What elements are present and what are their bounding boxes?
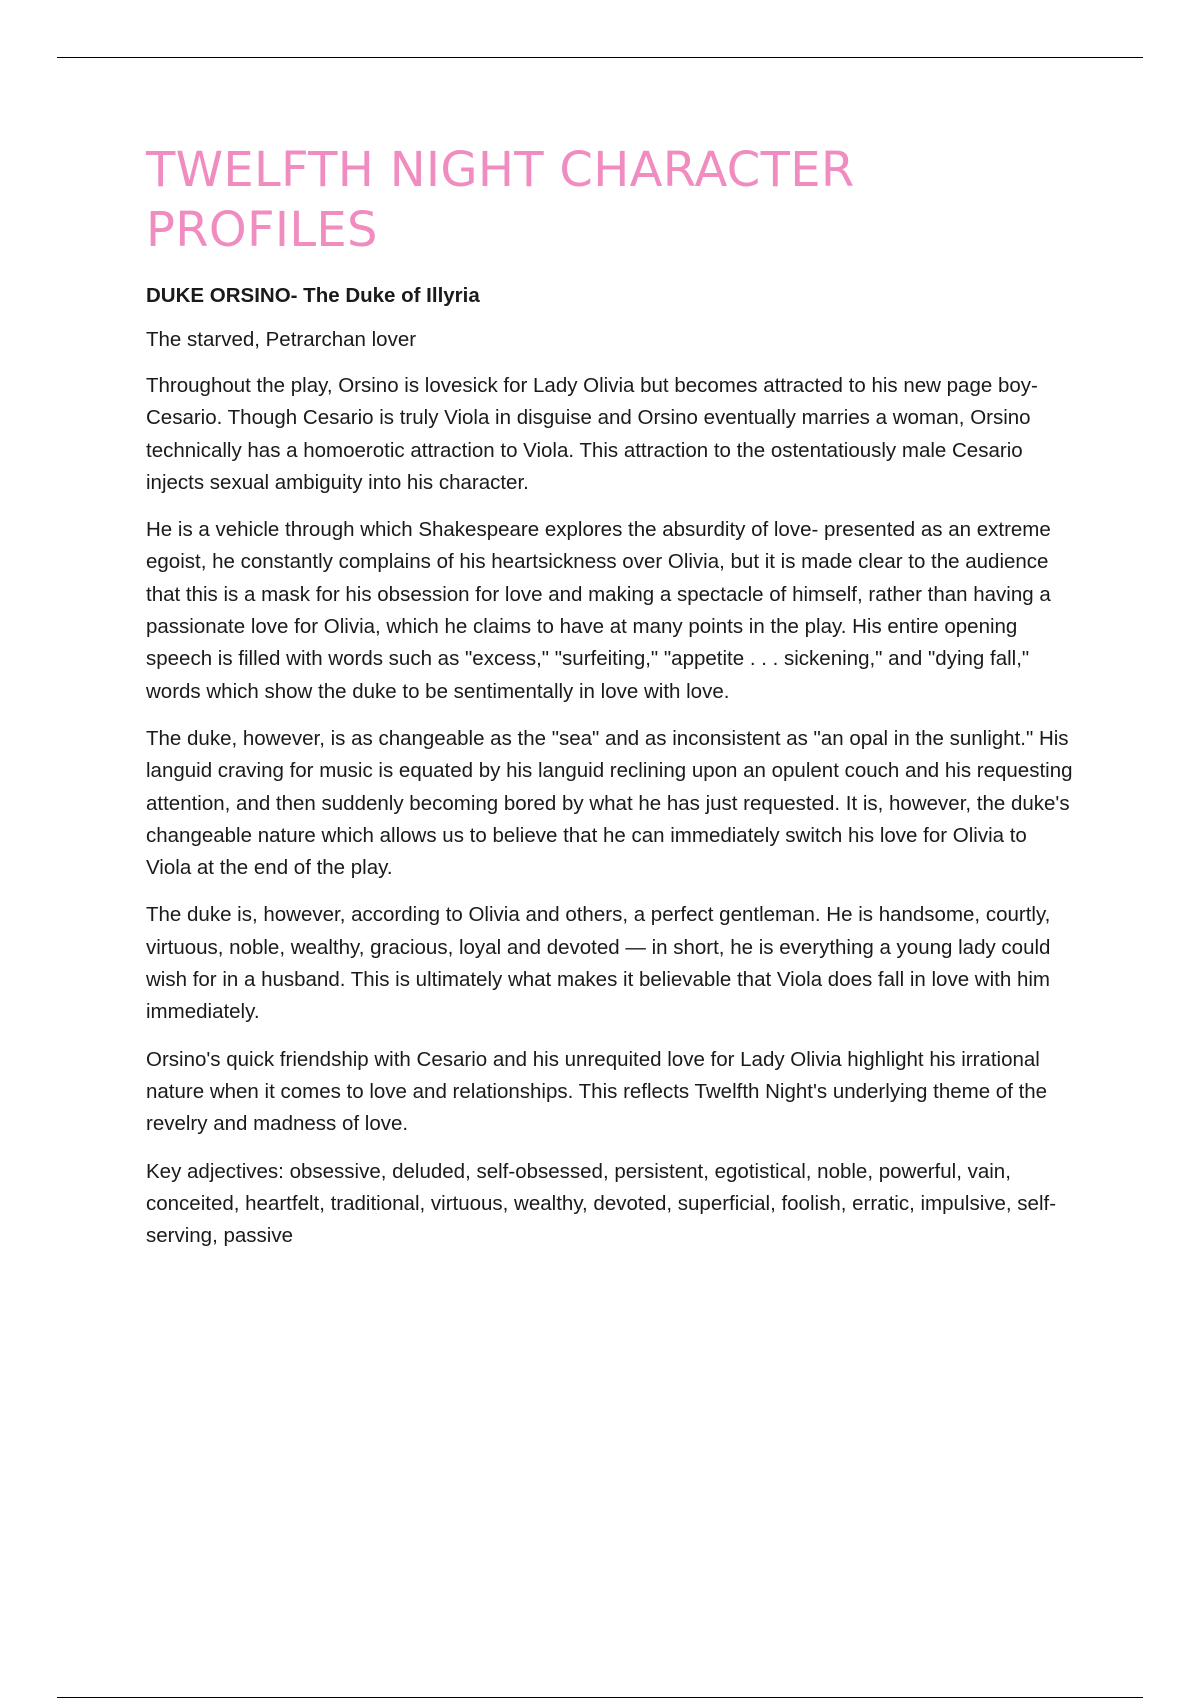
paragraph-irrational-nature: Orsino's quick friendship with Cesario and his unrequited love for Lady Olivia highlight his irrational nature when it comes to love and relationships. This reflects Twelfth Night's underlying theme of the revelry and madness of love. bbox=[146, 1047, 1048, 1136]
document-title-line-1: TWELFTH NIGHT CHARACTER bbox=[146, 142, 855, 198]
document-body bbox=[146, 140, 1076, 1267]
document-title-line-2: PROFILES bbox=[146, 202, 378, 258]
bottom-rule bbox=[57, 1697, 1143, 1698]
paragraph-key-adjectives: Key adjectives: obsessive, deluded, self-obsessed, persistent, egotistical, noble, powerful, vain, conceited, heartfelt, traditional, virtuous, wealthy, devoted, superficial, foolish, erratic, impulsive, self-serving, passive bbox=[146, 1159, 1057, 1248]
paragraph-changeable-nature: The duke, however, is as changeable as the "sea" and as inconsistent as "an opal in the sunlight." His languid craving for music is equated by his languid reclining upon an opulent couch and his requesting attention, and then suddenly becoming bored by what he has just requested. It is, however, the duke's changeable nature which allows us to believe that he can immediately switch his love for Olivia to Viola at the end of the play. bbox=[146, 726, 1073, 880]
top-rule bbox=[57, 57, 1143, 58]
document-title bbox=[146, 140, 1076, 260]
paragraph-attraction: Throughout the play, Orsino is lovesick for Lady Olivia but becomes attracted to his new page boy- Cesario. Though Cesario is truly Viola in disguise and Orsino eventually marries a woman, Orsino technically has a homoerotic attraction to Viola. This attraction to the ostentatiously male Cesario injects sexual ambiguity into his character. bbox=[146, 374, 1038, 494]
section-heading: DUKE ORSINO- The Duke of Illyria bbox=[146, 284, 480, 307]
paragraph-perfect-gentleman: The duke is, however, according to Olivia and others, a perfect gentleman. He is handsome, courtly, virtuous, noble, wealthy, gracious, loyal and devoted — in short, he is everything a young lady could wish for in a husband. This is ultimately what makes it believable that Viola does fall in love with him immediately. bbox=[146, 903, 1051, 1024]
paragraph-absurdity-of-love: He is a vehicle through which Shakespeare explores the absurdity of love- presented as an extreme egoist, he constantly complains of his heartsickness over Olivia, but it is made clear to the audience that this is a mask for his obsession for love and making a spectacle of himself, rather than having a passionate love for Olivia, which he claims to have at many points in the play. His entire opening speech is filled with words such as "excess," "surfeiting," "appetite . . . sickening," and "dying fall," words which show the duke to be sentimentally in love with love. bbox=[146, 518, 1051, 703]
character-subtitle: The starved, Petrarchan lover bbox=[146, 328, 417, 351]
